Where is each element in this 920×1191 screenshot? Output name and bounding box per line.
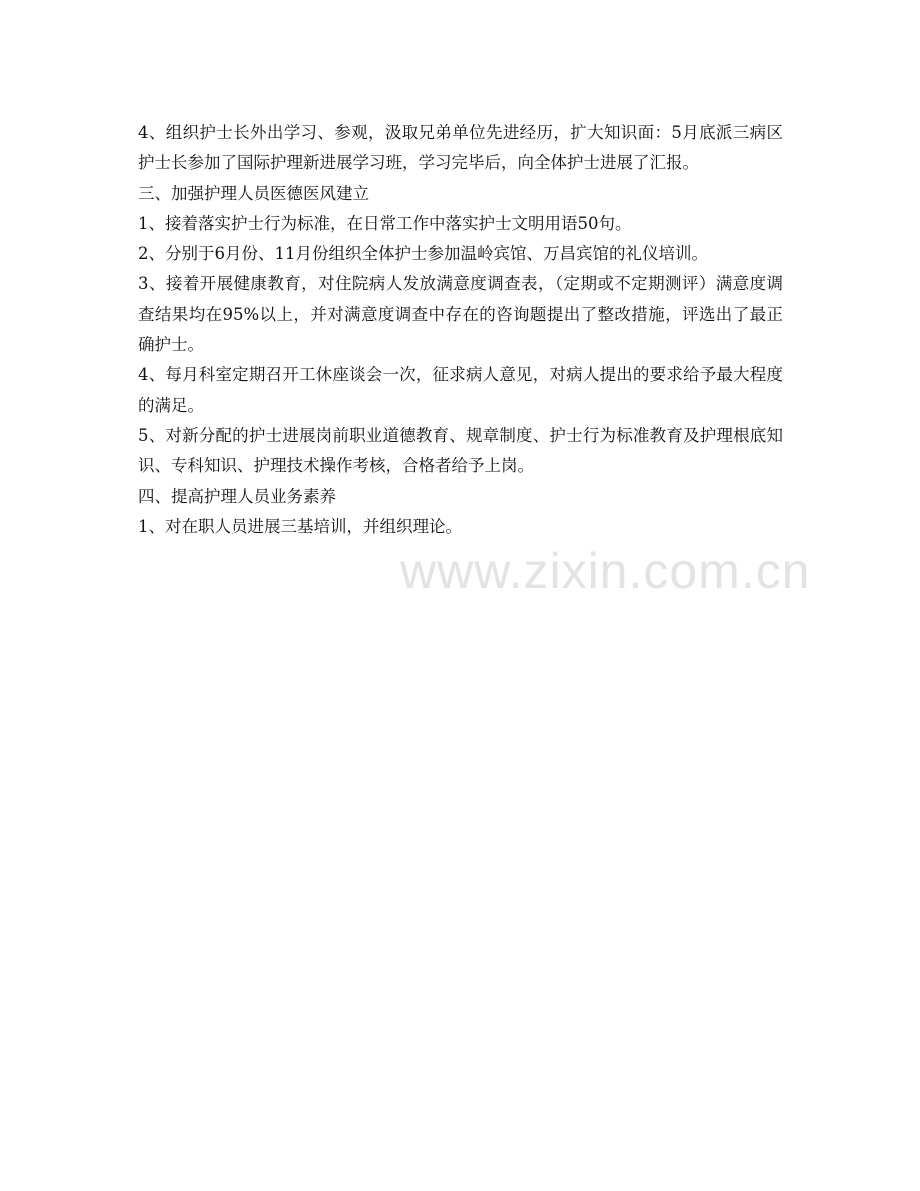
document-body [138, 118, 783, 542]
section-heading-professional-quality: 四、提高护理人员业务素养 [138, 486, 336, 506]
paragraph-item-3-health-education: 3、接着开展健康教育，对住院病人发放满意度调查表，（定期或不定期测评）满意度调查结果均在95%以上，并对满意度调查中存在的咨询题提出了整改措施，评选出了最正确护士。 [138, 274, 783, 355]
paragraph-item-1-basic-training: 1、对在职人员进展三基培训，并组织理论。 [138, 516, 462, 536]
paragraph-item-1-conduct-standards: 1、接着落实护士行为标准，在日常工作中落实护士文明用语50句。 [138, 213, 632, 233]
paragraph-item-5-new-nurse-training: 5、对新分配的护士进展岗前职业道德教育、规章制度、护士行为标准教育及护理根底知识、专科知识、护理技术操作考核，合格者给予上岗。 [138, 425, 783, 476]
paragraph-item-2-etiquette-training: 2、分别于6月份、11月份组织全体护士参加温岭宾馆、万昌宾馆的礼仪培训。 [138, 244, 708, 264]
paragraph-item-4-study-visit: 4、组织护士长外出学习、参观，汲取兄弟单位先进经历，扩大知识面：5月底派三病区护士长参加了国际护理新进展学习班，学习完毕后，向全体护士进展了汇报。 [138, 123, 783, 173]
paragraph-item-4-patient-meetings: 4、每月科室定期召开工休座谈会一次，征求病人意见，对病人提出的要求给予最大程度的满足。 [138, 365, 783, 415]
watermark-text: www.zixin.com.cn [400, 543, 811, 599]
section-heading-ethics: 三、加强护理人员医德医风建立 [138, 183, 369, 203]
